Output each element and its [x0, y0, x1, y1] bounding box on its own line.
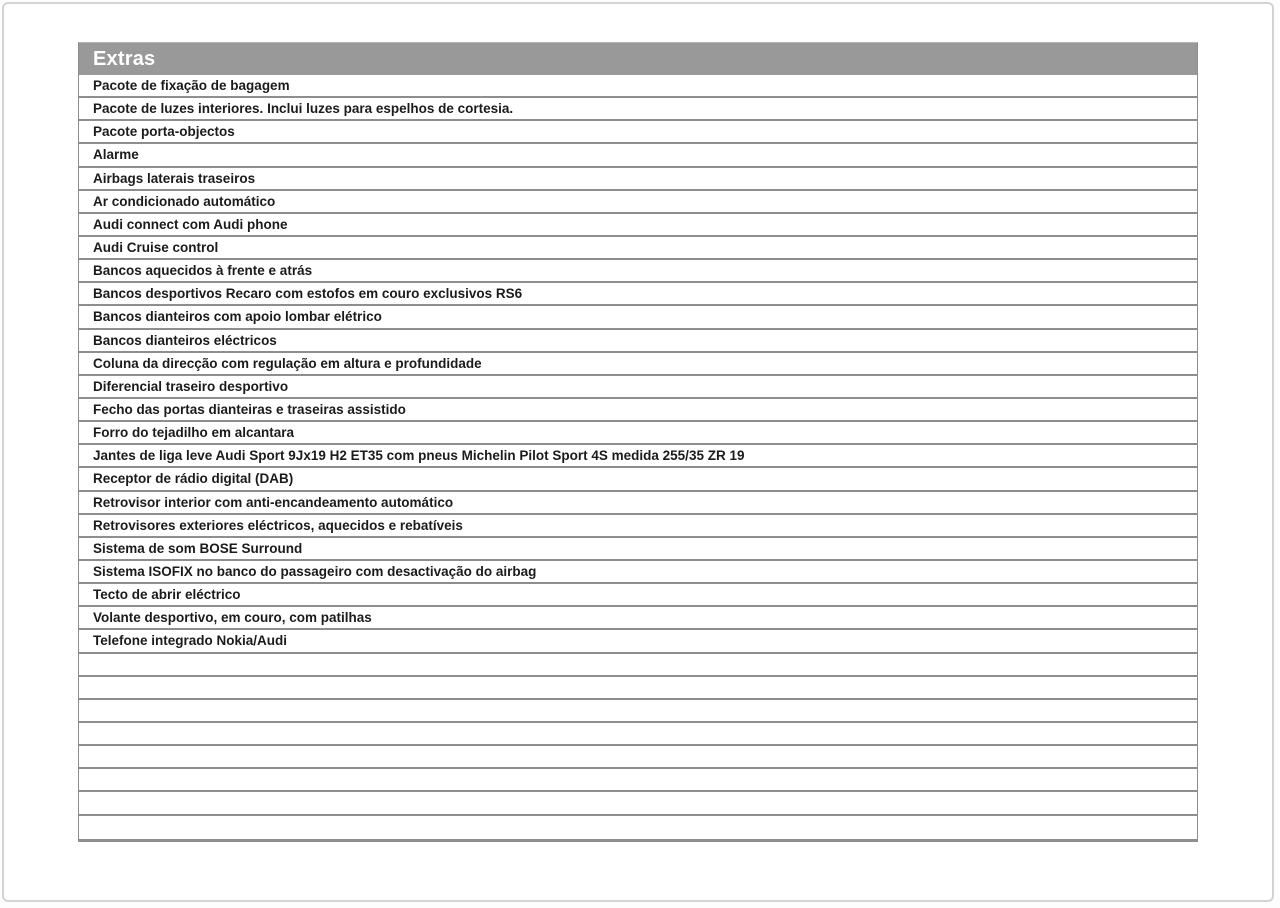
table-row	[79, 237, 1197, 260]
table-row	[79, 584, 1197, 607]
table-row	[79, 561, 1197, 584]
table-row	[79, 422, 1197, 445]
extras-table	[78, 42, 1198, 842]
table-row	[79, 677, 1197, 700]
table-cell-text: Alarme	[93, 147, 139, 163]
table-cell-text: Airbags laterais traseiros	[93, 170, 256, 186]
table-row	[79, 191, 1197, 214]
table-cell-text: Sistema ISOFIX no banco do passageiro com desactivação do airbag	[93, 564, 537, 580]
table-cell-text: Sistema de som BOSE Surround	[93, 540, 303, 556]
table-cell-text: Bancos desportivos Recaro com estofos em couro exclusivos RS6	[93, 286, 523, 302]
table-row	[79, 816, 1197, 839]
table-title-bar	[79, 43, 1197, 75]
table-row	[79, 445, 1197, 468]
table-row	[79, 769, 1197, 792]
table-row	[79, 260, 1197, 283]
table-body	[79, 75, 1197, 839]
table-row	[79, 306, 1197, 329]
document-page	[2, 2, 1274, 902]
table-row	[79, 746, 1197, 769]
table-row	[79, 607, 1197, 630]
table-row	[79, 168, 1197, 191]
table-row	[79, 468, 1197, 491]
table-row	[79, 492, 1197, 515]
table-cell-text: Audi connect com Audi phone	[93, 216, 288, 232]
table-cell-text: Audi Cruise control	[93, 240, 219, 256]
table-cell-text: Ar condicionado automático	[93, 193, 276, 209]
table-row	[79, 630, 1197, 653]
table-cell-text: Pacote de luzes interiores. Inclui luzes para espelhos de cortesia.	[93, 101, 514, 117]
table-cell-text: Coluna da direcção com regulação em altura e profundidade	[93, 355, 482, 371]
table-cell-text: Forro do tejadilho em alcantara	[93, 425, 295, 441]
table-cell-text: Volante desportivo, em couro, com patilhas	[93, 610, 372, 626]
table-row	[79, 700, 1197, 723]
table-title: Extras	[93, 48, 156, 70]
table-row	[79, 538, 1197, 561]
table-cell-text: Tecto de abrir eléctrico	[93, 587, 241, 603]
table-cell-text: Retrovisor interior com anti-encandeamento automático	[93, 494, 454, 510]
table-cell-text: Bancos dianteiros com apoio lombar elétrico	[93, 309, 382, 325]
table-row	[79, 723, 1197, 746]
table-cell-text: Jantes de liga leve Audi Sport 9Jx19 H2 ET35 com pneus Michelin Pilot Sport 4S medida 255/35 ZR 19	[93, 448, 745, 464]
table-row	[79, 98, 1197, 121]
table-row	[79, 353, 1197, 376]
table-row	[79, 792, 1197, 815]
table-cell-text: Bancos aquecidos à frente e atrás	[93, 263, 313, 279]
table-row	[79, 121, 1197, 144]
table-row	[79, 330, 1197, 353]
table-cell-text: Telefone integrado Nokia/Audi	[93, 633, 288, 649]
table-row	[79, 376, 1197, 399]
table-cell-text: Fecho das portas dianteiras e traseiras assistido	[93, 402, 406, 418]
table-row	[79, 515, 1197, 538]
table-cell-text: Receptor de rádio digital (DAB)	[93, 471, 294, 487]
table-row	[79, 654, 1197, 677]
table-cell-text: Retrovisores exteriores eléctricos, aquecidos e rebatíveis	[93, 517, 463, 533]
table-row	[79, 399, 1197, 422]
table-row	[79, 214, 1197, 237]
table-cell-text: Pacote porta-objectos	[93, 124, 235, 140]
table-cell-text: Pacote de fixação de bagagem	[93, 78, 290, 94]
table-row	[79, 283, 1197, 306]
table-row	[79, 144, 1197, 167]
table-cell-text: Bancos dianteiros eléctricos	[93, 332, 277, 348]
table-cell-text: Diferencial traseiro desportivo	[93, 378, 289, 394]
table-row	[79, 75, 1197, 98]
